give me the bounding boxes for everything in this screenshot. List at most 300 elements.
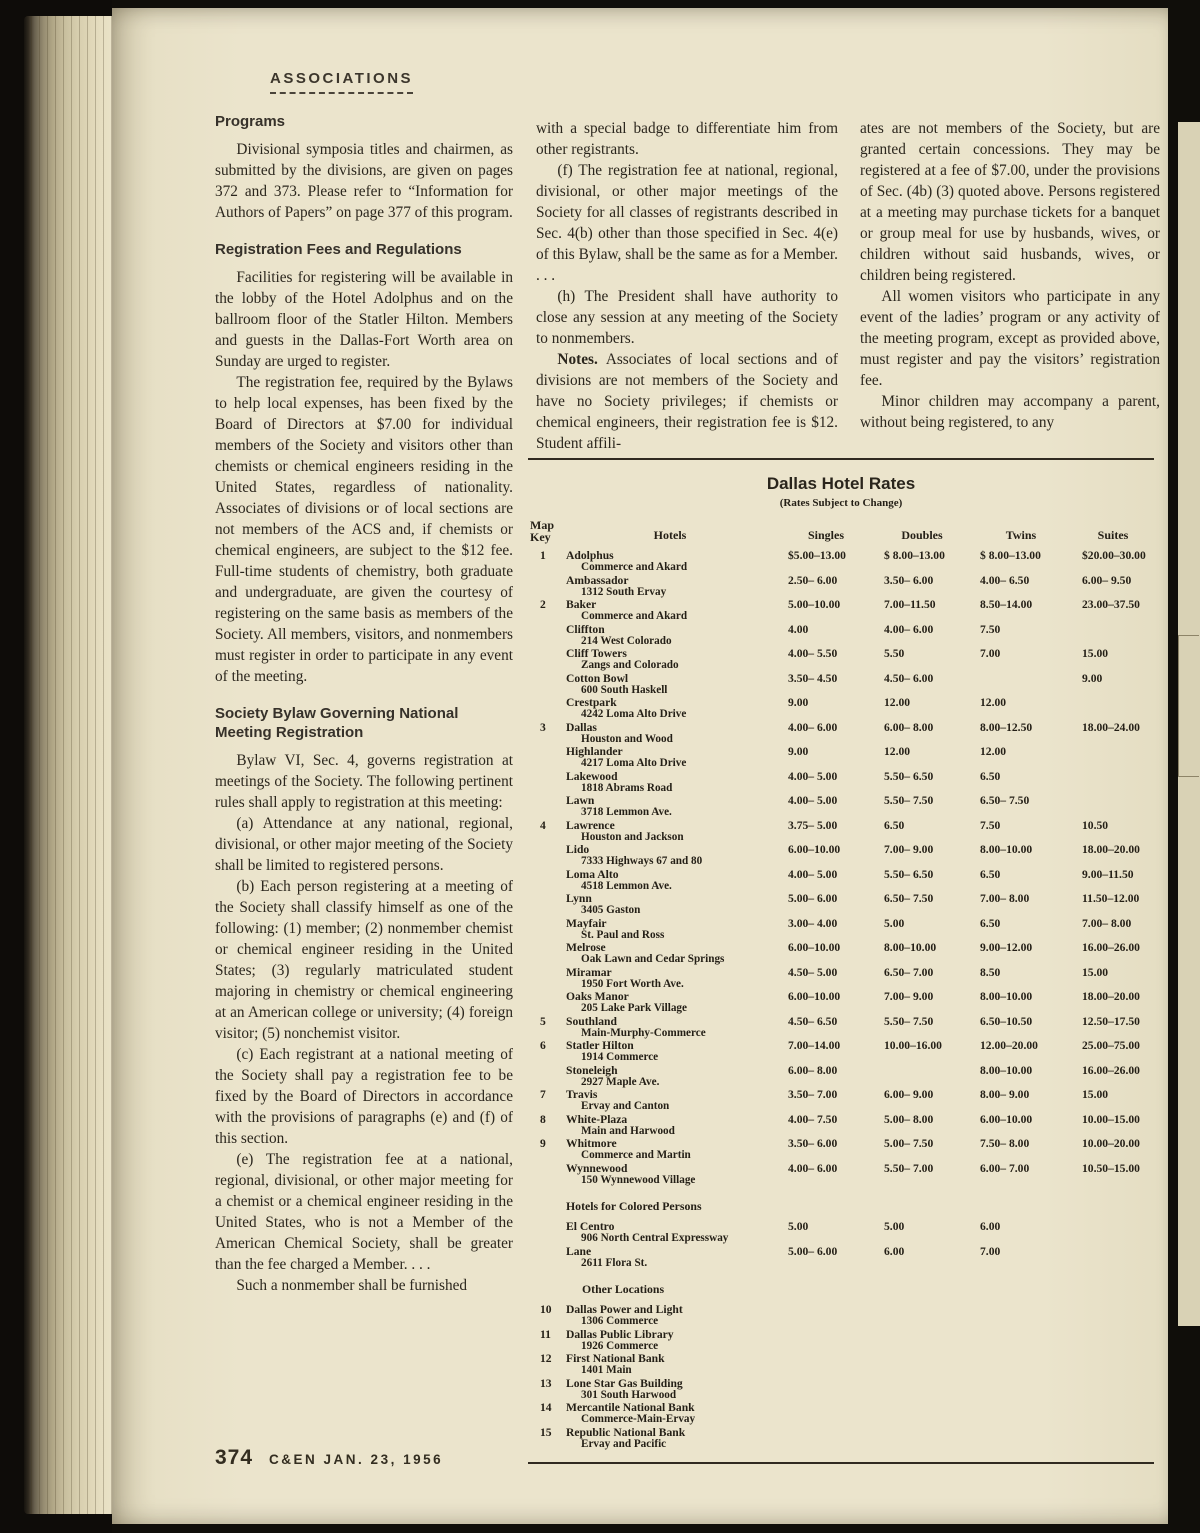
hotel-cell [562, 771, 778, 795]
paragraph-text: (c) Each registrant at a national meeting of the Society shall pay a registration fee to be fixed by the Board of Directors in accordance with the provisions of paragraphs (e) and (f) of this section. [215, 1046, 513, 1147]
colored-hotels-heading: Hotels for Colored Persons [566, 1199, 702, 1213]
hotel-cell [562, 575, 778, 599]
rate-twins: 8.00–10.00 [980, 843, 1033, 856]
hotel-address: Main and Harwood [581, 1124, 675, 1137]
hotel-row [528, 1040, 1154, 1064]
location-address: 301 South Harwood [581, 1388, 677, 1401]
rate-singles: 5.00– 6.00 [788, 1244, 838, 1258]
map-key [528, 575, 562, 599]
hotel-cell [562, 746, 778, 770]
paragraph-text: Such a nonmember shall be furnished [236, 1277, 468, 1294]
map-key [528, 795, 562, 819]
rate-twins: 6.50– 7.50 [980, 794, 1030, 807]
hotel-address: Houston and Wood [581, 732, 673, 745]
map-key [528, 673, 562, 697]
rate-suites [1072, 1221, 1154, 1245]
paragraph-text: Facilities for registering will be available in the lobby of the Hotel Adolphus and on the ballroom floor of the Statler Hilton. Members and guests in the Dallas-Fort Worth area on Sunday are urged to register. [215, 269, 513, 370]
hotel-cell [562, 918, 778, 942]
rate-doubles [874, 1065, 970, 1089]
rate-suites [1072, 1427, 1154, 1451]
map-key [528, 942, 562, 966]
rate-doubles: 6.00– 9.00 [884, 1088, 934, 1101]
map-key [528, 967, 562, 991]
rate-doubles: 4.00– 6.00 [884, 622, 934, 636]
hotel-cell [562, 991, 778, 1015]
location-address: 1401 Main [581, 1364, 632, 1376]
rate-twins: 8.00–10.00 [980, 990, 1033, 1003]
rate-suites: 10.00–20.00 [1082, 1137, 1140, 1150]
location-row [528, 1378, 1154, 1402]
paragraph [536, 349, 838, 454]
rate-twins: 8.00–10.00 [980, 1063, 1033, 1077]
rate-singles [778, 1329, 874, 1353]
map-key: 8 [540, 1112, 546, 1126]
hotel-name: Lynn [566, 892, 592, 905]
hotel-name: Highlander [566, 745, 623, 758]
column-header-doubles: Doubles [901, 528, 943, 542]
right-column [860, 118, 1160, 433]
rate-suites: 15.00 [1082, 1088, 1109, 1101]
hotel-address: 1818 Abrams Road [581, 781, 673, 794]
rate-twins [970, 1353, 1072, 1377]
paragraph [215, 267, 513, 372]
rate-doubles [874, 1353, 970, 1377]
hotel-cell [562, 942, 778, 966]
hotel-row [528, 575, 1154, 599]
location-name: Mercantile National Bank [566, 1401, 695, 1414]
hotel-cell [562, 550, 778, 574]
rate-doubles: 12.00 [884, 745, 911, 758]
table-top-rule [528, 458, 1154, 460]
rate-suites: 18.00–20.00 [1082, 843, 1140, 856]
location-address: Commerce-Main-Ervay [581, 1413, 696, 1425]
hotel-rows [528, 550, 1154, 1186]
page-number: 374 [215, 1446, 254, 1469]
hotel-row [528, 624, 1154, 648]
rate-twins: 8.00–12.50 [980, 720, 1033, 734]
hotel-cell [562, 869, 778, 893]
rate-twins: 4.00– 6.50 [980, 573, 1030, 587]
hotel-row [528, 1089, 1154, 1113]
rate-twins: 7.00 [980, 647, 1001, 660]
hotel-address: 4217 Loma Alto Drive [581, 757, 687, 769]
paragraph-list [215, 750, 513, 1296]
rate-twins: 7.50 [980, 818, 1001, 832]
journal-dateline: C&EN JAN. 23, 1956 [269, 1452, 444, 1467]
rate-suites [1072, 771, 1154, 795]
map-key: 10 [540, 1303, 552, 1316]
hotel-address: 600 South Haskell [581, 683, 668, 696]
rate-suites: 23.00–37.50 [1082, 598, 1140, 611]
location-name: Republic National Bank [566, 1425, 686, 1439]
hotel-address: 1914 Commerce [581, 1051, 659, 1063]
rate-singles: 4.00– 6.00 [788, 720, 838, 734]
hotel-row [528, 844, 1154, 868]
rate-doubles [874, 1304, 970, 1328]
hotel-name: El Centro [566, 1220, 615, 1233]
rate-suites: 10.00–15.00 [1082, 1112, 1140, 1126]
section-registration-fees [215, 240, 513, 687]
rate-twins [970, 673, 1072, 697]
rate-twins: $ 8.00–13.00 [980, 549, 1041, 562]
rate-singles: 4.00 [788, 622, 809, 636]
rate-twins: 9.00–12.00 [980, 941, 1033, 954]
hotel-address: 150 Wynnewood Village [581, 1173, 696, 1186]
hotel-name: Crestpark [566, 696, 617, 709]
rate-singles: 3.50– 4.50 [788, 671, 838, 685]
paragraph-list [215, 267, 513, 687]
rate-singles: 4.00– 6.00 [788, 1161, 838, 1175]
map-key: 9 [540, 1137, 546, 1150]
rate-singles: 4.00– 7.50 [788, 1112, 838, 1126]
rate-suites: 10.50 [1082, 818, 1109, 832]
rate-singles [778, 1402, 874, 1426]
rate-doubles [874, 1402, 970, 1426]
rate-doubles: $ 8.00–13.00 [884, 549, 945, 562]
rate-twins [970, 1304, 1072, 1328]
paragraph [536, 286, 838, 349]
rate-suites: 11.50–12.00 [1082, 892, 1140, 905]
hotel-address: 2927 Maple Ave. [581, 1075, 660, 1088]
rate-singles: 6.00–10.00 [788, 843, 841, 856]
rate-doubles [874, 1329, 970, 1353]
other-locations-heading: Other Locations [582, 1282, 665, 1296]
paragraph [215, 1044, 513, 1149]
hotel-cell [562, 673, 778, 697]
rate-twins: 6.50 [980, 916, 1001, 930]
rate-doubles: 5.00 [884, 1220, 905, 1233]
rate-singles: 4.00– 5.00 [788, 794, 838, 807]
map-key [528, 697, 562, 721]
book-binding [0, 0, 112, 1533]
adjacent-page-box-outline [1178, 635, 1199, 777]
rate-suites: 16.00–26.00 [1082, 1063, 1140, 1077]
rate-doubles [874, 1427, 970, 1451]
map-key: 6 [540, 1039, 546, 1052]
map-key [528, 771, 562, 795]
left-column [215, 112, 513, 1296]
other-location-rows [528, 1304, 1154, 1450]
hotel-address: 3405 Gaston [581, 904, 641, 916]
hotel-row [528, 869, 1154, 893]
hotel-address: 906 North Central Expressway [581, 1232, 729, 1244]
rate-singles: 4.00– 5.00 [788, 867, 838, 881]
rate-singles: 9.00 [788, 696, 809, 709]
section-heading: Registration Fees and Regulations [215, 241, 462, 258]
rate-singles: 9.00 [788, 745, 809, 758]
map-key [528, 1065, 562, 1089]
rate-doubles: 5.50– 7.50 [884, 1014, 934, 1028]
hotel-cell [562, 967, 778, 991]
map-key: 12 [540, 1352, 552, 1365]
hotel-cell [562, 1089, 778, 1113]
paragraph-text: (f) The registration fee at national, regional, divisional, or other major meetings of the Society for all classes of registrants described in Sec. 4(b) other than those specified in Sec. 4(e) of this Bylaw, shall be the same as for a Member. . . . [536, 162, 838, 284]
section-kicker: ASSOCIATIONS [270, 70, 413, 94]
rate-doubles: 7.00–11.50 [884, 598, 936, 611]
hotel-cell [562, 1138, 778, 1162]
hotel-name: Dallas [566, 720, 597, 734]
hotel-cell [562, 820, 778, 844]
rate-twins [970, 1329, 1072, 1353]
header-map: Map [530, 518, 554, 532]
rate-doubles: 6.00 [884, 1244, 905, 1258]
map-key [528, 648, 562, 672]
paragraph-text: Divisional symposia titles and chairmen, as submitted by the divisions, are given on pages 372 and 373. Please refer to “Information for Authors of Papers” on page 377 of this program. [215, 141, 513, 221]
rate-twins: 7.50– 8.00 [980, 1137, 1030, 1150]
hotel-address: Commerce and Martin [581, 1149, 691, 1161]
hotel-name: Lido [566, 843, 590, 856]
hotel-row [528, 746, 1154, 770]
hotel-row [528, 967, 1154, 991]
rate-twins: 6.50–10.50 [980, 1014, 1033, 1028]
rate-singles: 5.00 [788, 1220, 809, 1233]
map-key: 13 [540, 1376, 552, 1390]
location-address: 1926 Commerce [581, 1339, 659, 1352]
rate-singles: 5.00–10.00 [788, 598, 841, 611]
rate-twins [970, 1402, 1072, 1426]
hotel-name: Cotton Bowl [566, 671, 629, 685]
rate-singles: 3.75– 5.00 [788, 818, 838, 832]
table-bottom-rule [528, 1462, 1154, 1464]
paragraph-text: The registration fee, required by the Bylaws to help local expenses, has been fixed by the Board of Directors at $7.00 for individual members of the Society and visitors other than chemists or chemical engineers residing in the United States, regardless of nationality. Associates of divisions or of local sections are not members of the ACS and, if chemists or chemical engineers, are subject to the $12 fee. Full-time students of chemistry, both graduate and undergraduate, are given the courtesy of registering on the same basis as members of the Society. All members, visitors, and nonmembers must register in order to participate in any event of the meeting. [215, 374, 513, 685]
paragraph-text: All women visitors who participate in any event of the ladies’ program or any activity of the meeting program, except as provided above, must register and pay the visitors’ registration fee. [860, 288, 1160, 389]
rate-doubles: 5.00 [884, 916, 905, 930]
map-key [528, 1221, 562, 1245]
map-key [528, 746, 562, 770]
rate-singles [778, 1304, 874, 1328]
rate-singles: $5.00–13.00 [788, 549, 846, 562]
location-name: Dallas Power and Light [566, 1303, 683, 1316]
rate-twins: 8.50 [980, 965, 1001, 979]
paragraph [215, 372, 513, 687]
hotel-address: 4242 Loma Alto Drive [581, 708, 687, 720]
paragraph-text: (h) The President shall have authority to close any session at any meeting of the Society to nonmembers. [536, 288, 838, 347]
hotel-cell [562, 648, 778, 672]
hotel-row [528, 942, 1154, 966]
rate-doubles: 5.50– 7.00 [884, 1161, 934, 1175]
rate-singles: 4.50– 6.50 [788, 1014, 838, 1028]
rate-doubles: 10.00–16.00 [884, 1039, 942, 1052]
map-key [528, 991, 562, 1015]
rate-singles: 2.50– 6.00 [788, 573, 838, 587]
rate-doubles [874, 1378, 970, 1402]
paragraph [860, 118, 1160, 286]
map-key: 3 [540, 720, 546, 734]
rate-suites [1072, 624, 1154, 648]
rate-singles: 7.00–14.00 [788, 1039, 841, 1052]
hotel-row [528, 918, 1154, 942]
hotel-row [528, 795, 1154, 819]
hotel-row [528, 771, 1154, 795]
paragraph [215, 750, 513, 813]
hotel-cell [562, 1246, 778, 1270]
paragraph [536, 160, 838, 286]
hotel-name: Wynnewood [566, 1161, 628, 1175]
table-subtitle: (Rates Subject to Change) [779, 497, 903, 509]
rate-suites: 10.50–15.00 [1082, 1161, 1140, 1175]
rate-suites: 25.00–75.00 [1082, 1039, 1140, 1052]
location-address: 1306 Commerce [581, 1315, 659, 1327]
rate-suites: 9.00 [1082, 671, 1103, 685]
location-name: Dallas Public Library [566, 1327, 674, 1341]
rate-doubles: 5.50– 6.50 [884, 769, 934, 783]
rate-doubles: 5.00– 8.00 [884, 1112, 934, 1126]
rate-suites: 7.00– 8.00 [1082, 916, 1132, 930]
rate-doubles: 6.50 [884, 818, 905, 832]
page-edge-stack [24, 16, 114, 1514]
paragraph-text: ates are not members of the Society, but are granted certain concessions. They may be registered at a fee of $7.00, under the provisions of Sec. (4b) (3) quoted above. Persons registered at a meeting may purchase tickets for a banquet or group meal for use by husbands, wives, or children without said husbands, wives, or children being registered. [860, 120, 1160, 284]
section-society-bylaw [215, 704, 513, 1296]
hotel-address: 205 Lake Park Village [581, 1002, 687, 1014]
paragraph [536, 118, 838, 160]
rate-suites [1072, 746, 1154, 770]
location-row [528, 1427, 1154, 1451]
rate-doubles: 6.50– 7.50 [884, 892, 934, 905]
rate-twins: 12.00 [980, 696, 1007, 709]
column-header-suites: Suites [1097, 528, 1129, 542]
column-header-map-key [528, 519, 562, 543]
middle-column [536, 118, 838, 454]
paragraph-text: Associates of local sections and of divisions are not members of the Society and have no Society privileges; if chemists or chemical engineers, their registration fee is $12. Student affili- [536, 351, 839, 452]
rate-suites: 15.00 [1082, 647, 1109, 660]
rate-suites: 6.00– 9.50 [1082, 573, 1132, 587]
location-cell [562, 1427, 778, 1451]
hotel-address: 1312 South Ervay [581, 585, 667, 598]
paragraph [215, 1275, 513, 1296]
column-header-twins: Twins [1005, 528, 1037, 542]
rate-twins: 7.50 [980, 622, 1001, 636]
rate-suites [1072, 795, 1154, 819]
hotel-name: Stoneleigh [566, 1063, 618, 1077]
location-cell [562, 1353, 778, 1377]
map-key: 1 [540, 549, 546, 562]
location-name: First National Bank [566, 1352, 665, 1365]
hotel-name: Southland [566, 1014, 617, 1028]
paragraph [215, 139, 513, 223]
hotel-row [528, 1163, 1154, 1187]
map-key: 4 [540, 818, 546, 832]
paragraph-text: (a) Attendance at any national, regional, divisional, or other major meeting of the Society shall be limited to registered persons. [215, 815, 513, 874]
rate-twins: 6.50 [980, 769, 1001, 783]
location-cell [562, 1329, 778, 1353]
hotel-row [528, 1221, 1154, 1245]
rate-singles: 4.00– 5.00 [788, 769, 838, 783]
map-key [528, 844, 562, 868]
hotel-name: Mayfair [566, 916, 607, 930]
hotel-name: Oaks Manor [566, 990, 629, 1003]
hotel-cell [562, 893, 778, 917]
hotel-row [528, 722, 1154, 746]
rate-doubles: 6.50– 7.00 [884, 965, 934, 979]
rate-twins: 7.00 [980, 1244, 1001, 1258]
hotel-name: Ambassador [566, 573, 629, 587]
rate-twins: 12.00 [980, 745, 1007, 758]
page-footer [215, 1446, 443, 1470]
rate-doubles: 5.00– 7.50 [884, 1137, 934, 1150]
rate-singles: 3.50– 7.00 [788, 1088, 838, 1101]
rate-doubles: 5.50 [884, 647, 905, 660]
paragraph-list [215, 139, 513, 223]
hotel-name: Cliff Towers [566, 647, 627, 660]
column-header-hotels: Hotels [653, 528, 687, 542]
hotel-row [528, 893, 1154, 917]
rate-suites: 18.00–24.00 [1082, 720, 1140, 734]
hotel-name: Adolphus [566, 549, 614, 562]
map-key: 15 [540, 1425, 552, 1439]
rate-suites: 16.00–26.00 [1082, 941, 1140, 954]
hotel-row [528, 697, 1154, 721]
rate-doubles: 8.00–10.00 [884, 941, 937, 954]
paragraph [860, 391, 1160, 433]
rate-suites [1072, 1246, 1154, 1270]
rate-twins: 6.50 [980, 867, 1001, 881]
hotel-cell [562, 1040, 778, 1064]
hotel-address: Houston and Jackson [581, 830, 684, 843]
table-header-row [528, 519, 1154, 543]
hotel-cell [562, 1221, 778, 1245]
rate-doubles: 5.50– 7.50 [884, 794, 934, 807]
rate-singles: 6.00–10.00 [788, 941, 841, 954]
hotel-cell [562, 697, 778, 721]
rate-singles: 3.50– 6.00 [788, 1137, 838, 1150]
map-key: 2 [540, 598, 546, 611]
column-header-singles: Singles [807, 528, 844, 542]
hotel-name: Melrose [566, 941, 606, 954]
hotel-row [528, 599, 1154, 623]
rate-suites: 9.00–11.50 [1082, 867, 1134, 881]
map-key: 14 [540, 1401, 552, 1414]
map-key: 7 [540, 1088, 546, 1101]
hotel-cell [562, 1114, 778, 1138]
hotel-rates-table [528, 458, 1154, 1464]
table-title: Dallas Hotel Rates [766, 474, 916, 493]
rate-twins [970, 1427, 1072, 1451]
hotel-cell [562, 795, 778, 819]
rate-twins: 12.00–20.00 [980, 1039, 1038, 1052]
hotel-row [528, 1246, 1154, 1270]
hotel-address: 1950 Fort Worth Ave. [581, 977, 684, 990]
paragraph-text: (e) The registration fee at a national, regional, divisional, or other major meeting for a chemist or a chemical engineer residing in the United States, who is not a Member of the American Chemical Society, shall be greater than the fee charged a Member. . . . [215, 1151, 513, 1273]
rate-twins: 6.00 [980, 1220, 1001, 1233]
paragraph-list [536, 118, 838, 454]
rate-singles: 6.00– 8.00 [788, 1063, 838, 1077]
rate-twins: 7.00– 8.00 [980, 892, 1030, 905]
map-key [528, 1246, 562, 1270]
hotel-address: 3718 Lemmon Ave. [581, 806, 672, 818]
rate-doubles: 5.50– 6.50 [884, 867, 934, 881]
hotel-cell [562, 844, 778, 868]
hotel-row [528, 673, 1154, 697]
hotel-name: Lane [566, 1244, 592, 1258]
hotel-address: 214 West Colorado [581, 634, 672, 647]
hotel-cell [562, 1163, 778, 1187]
hotel-address: 7333 Highways 67 and 80 [581, 855, 703, 867]
rate-singles: 4.50– 5.00 [788, 965, 838, 979]
location-cell [562, 1304, 778, 1328]
paragraph-text: with a special badge to differentiate him from other registrants. [536, 120, 838, 158]
hotel-name: White-Plaza [566, 1112, 628, 1126]
map-key [528, 869, 562, 893]
hotel-name: Lawn [566, 794, 595, 807]
rate-singles: 5.00– 6.00 [788, 892, 838, 905]
hotel-row [528, 648, 1154, 672]
hotel-address: 4518 Lemmon Ave. [581, 879, 672, 892]
hotel-name: Statler Hilton [566, 1039, 634, 1052]
hotel-address: Zangs and Colorado [581, 659, 679, 671]
paragraph-text: Bylaw VI, Sec. 4, governs registration at meetings of the Society. The following pertinent rules shall apply to registration at this meeting: [215, 752, 513, 811]
adjacent-page-edge [1178, 122, 1200, 1326]
hotel-name: Miramar [566, 965, 612, 979]
